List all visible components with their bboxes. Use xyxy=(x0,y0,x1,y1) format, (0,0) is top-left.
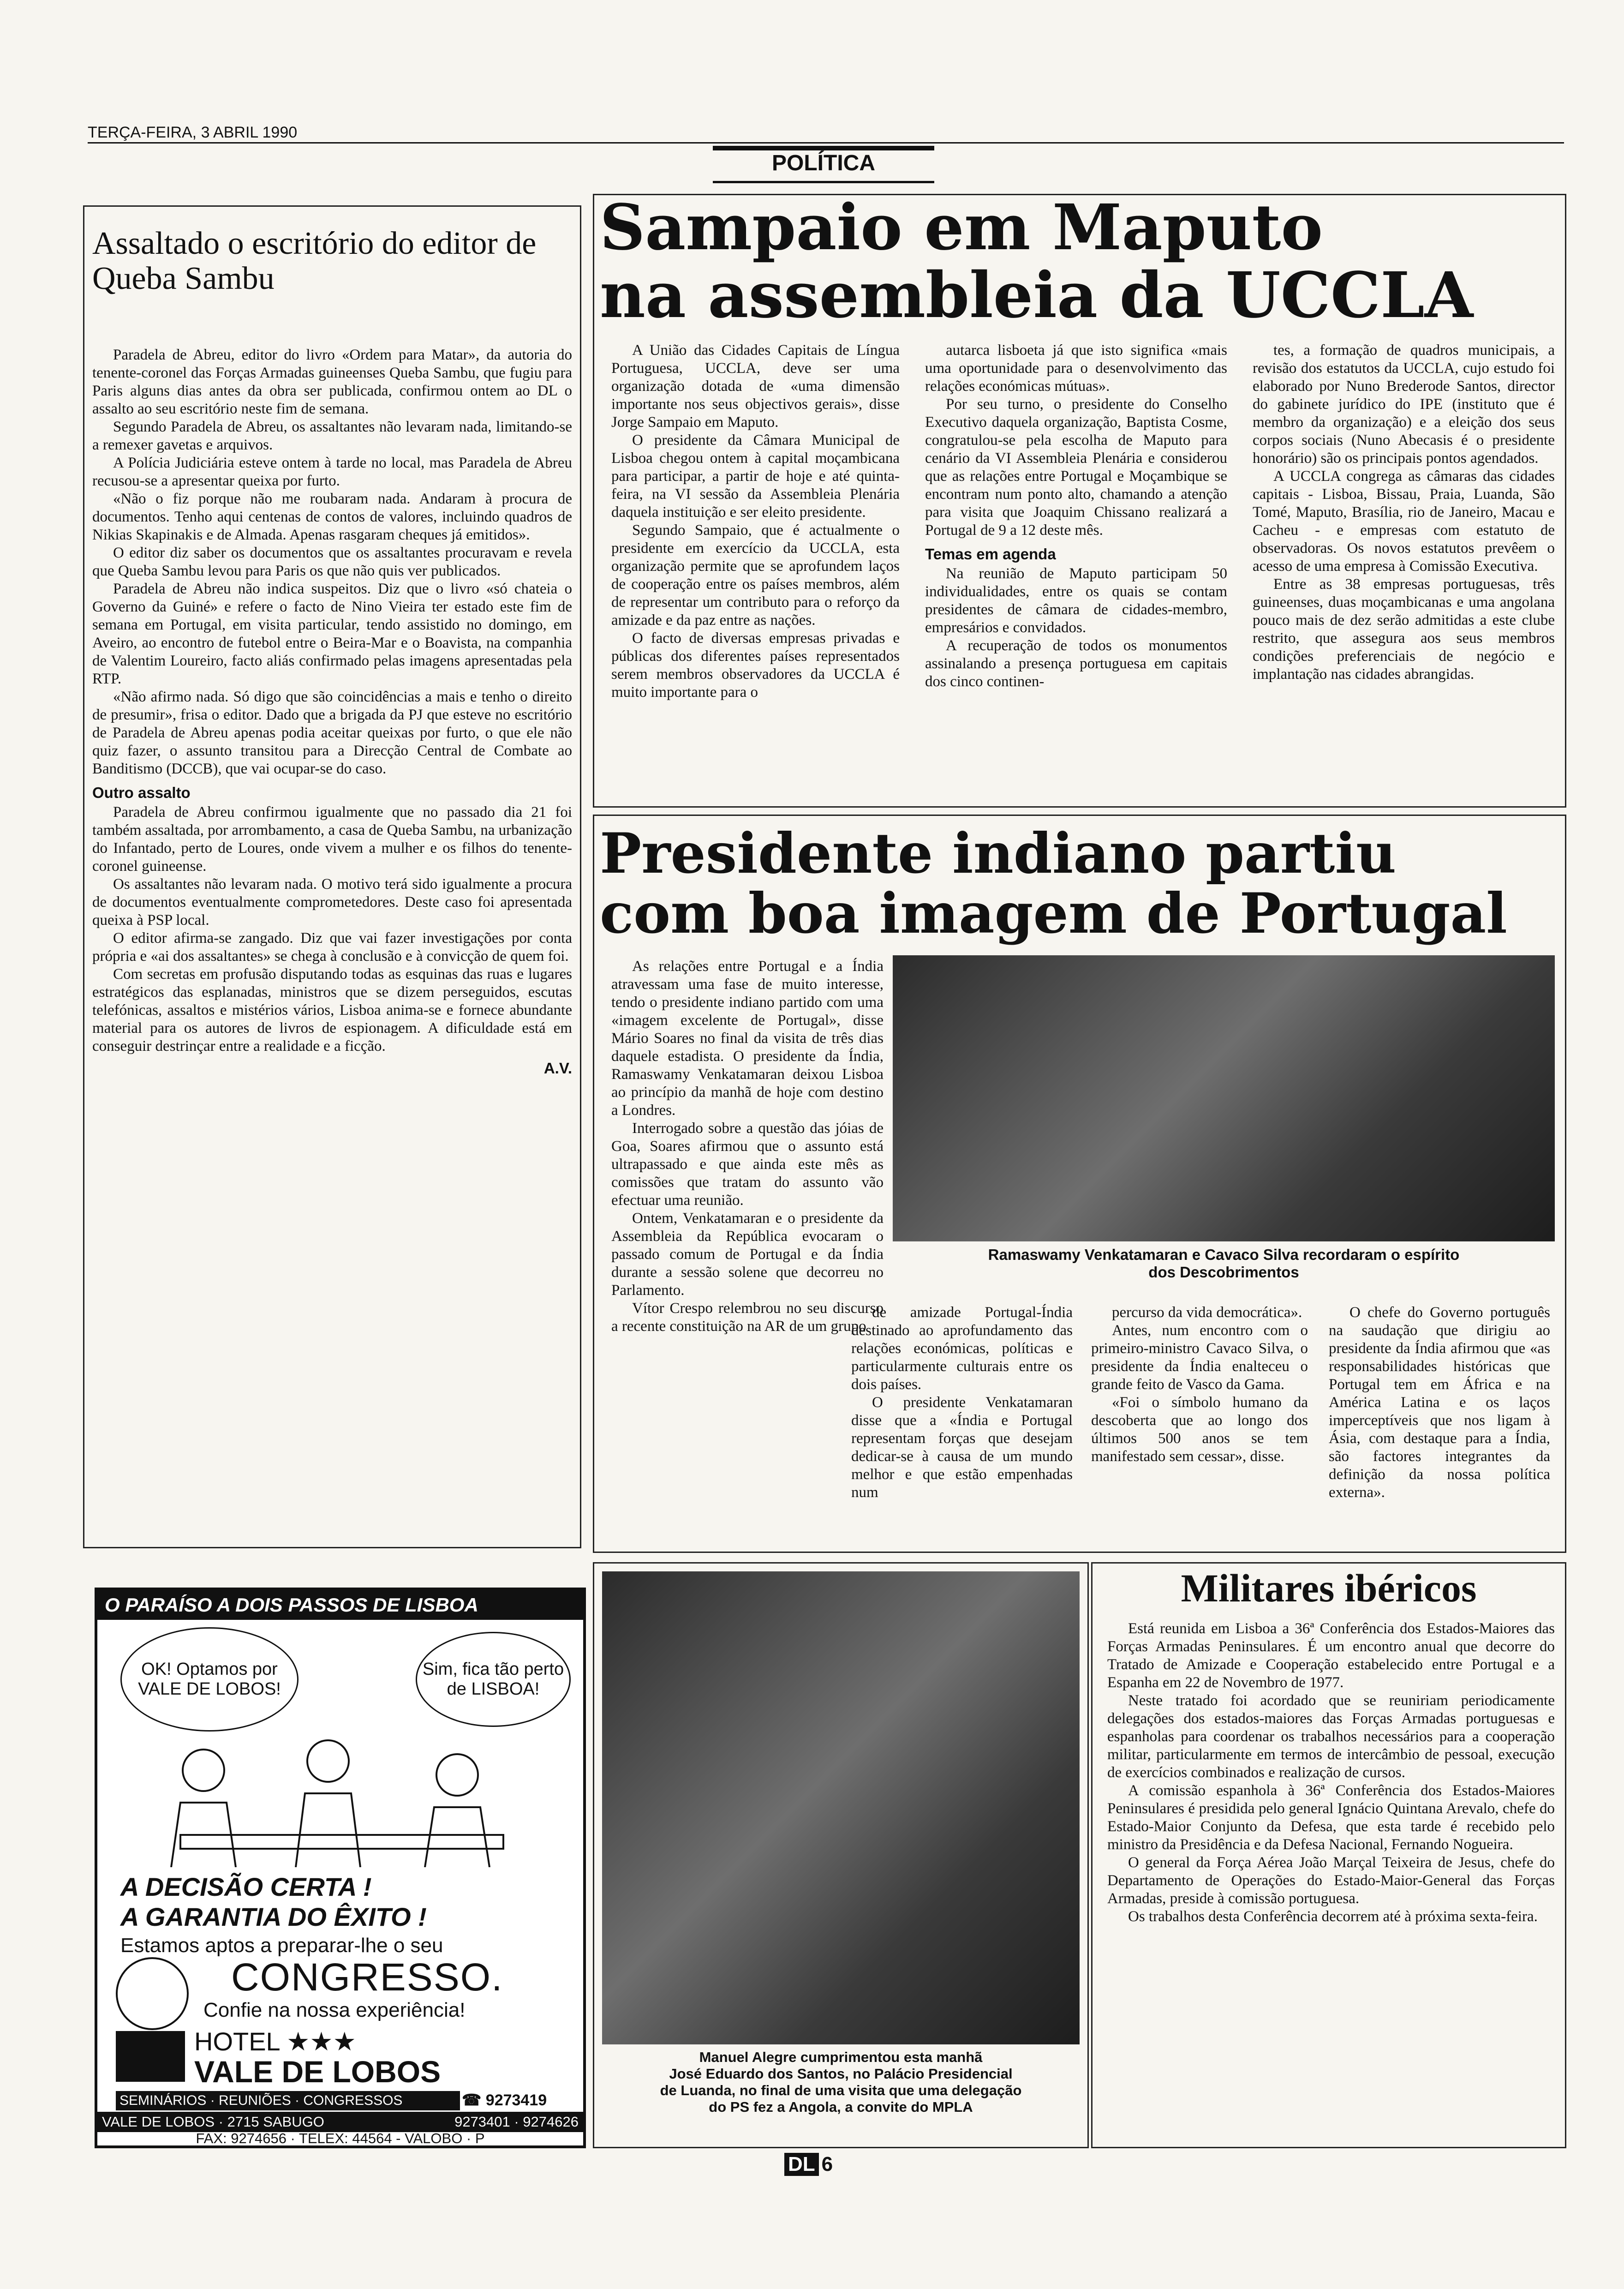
article-sampaio-col3 xyxy=(1253,342,1555,803)
paragraph: A União das Cidades Capitais de Língua Portuguesa, UCCLA, deve ser uma organização dotada de «uma dimensão importante nos seus objectivos gerais», disse Jorge Sampaio em Maputo. xyxy=(611,342,900,431)
ad-contact-bar xyxy=(97,2112,583,2132)
paragraph: percurso da vida democrática». xyxy=(1112,1304,1302,1321)
page-footer xyxy=(784,2153,833,2176)
paragraph: «Não afirmo nada. Só digo que são coincidências a mais e tenho o direito de presumir», frisa o editor. Dado que a brigada da PJ que esteve no escritório de Paradela de Abreu apenas podia aceitar queixas por furto, o que ele não quiz fazer, o assunto transitou para a Direcção Central de Combate ao Banditismo (DCCB), que vai ocupar-se do caso. xyxy=(92,689,572,777)
ad-slogan-2: A GARANTIA DO ÊXITO ! xyxy=(120,1902,427,1931)
caption-line: Ramaswamy Venkatamaran e Cavaco Silva recordaram o espírito xyxy=(988,1246,1460,1263)
title-line: com boa imagem de Portugal xyxy=(600,881,1507,946)
ad-hotel: HOTEL ★★★ xyxy=(194,2027,356,2056)
ad-congress: CONGRESSO. xyxy=(231,1955,503,1999)
ad-fax: FAX: 9274656 · TELEX: 44564 - VALOBO · P xyxy=(196,2130,485,2146)
ad-services: SEMINÁRIOS · REUNIÕES · CONGRESSOS xyxy=(116,2091,460,2110)
ad-speech-bubble-2: Sim, fica tão perto de LISBOA! xyxy=(416,1632,571,1727)
paragraph: tes, a formação de quadros municipais, a revisão dos estatutos da UCCLA, cujo estudo foi elaborado por Nuno Brederode Santos, director do gabinete jurídico do IPE (instituto que é membro da organização) e a eleição dos seus corpos sociais (Nuno Abecasis é o presidente honorário) são os principais pontos agendados. xyxy=(1253,342,1555,467)
photo-caption xyxy=(893,1246,1555,1281)
newspaper-logo: DL xyxy=(784,2153,819,2176)
photo-alegre-dos-santos xyxy=(602,1571,1080,2044)
ad-banner: O PARAÍSO A DOIS PASSOS DE LISBOA xyxy=(97,1590,583,1620)
paragraph: Os assaltantes não levaram nada. O motivo terá sido igualmente a procura de documentos eventualmente comprometedores. Deste caso foi apresentada queixa à PSP local. xyxy=(92,876,572,929)
section-bar xyxy=(713,146,934,150)
paragraph: A comissão espanhola à 36ª Conferência dos Estados-Maiores Peninsulares é presidida pelo general Ignácio Quintana Arevalo, chefe do Estado-Maior Conjunto da Defesa, que esta tarde é recebido pelo ministro da Presidência e da Defesa Nacional, Fernando Nogueira. xyxy=(1107,1782,1555,1853)
paragraph: Segundo Sampaio, que é actualmente o presidente em exercício da UCCLA, esta organização permite que se aprofundem laços de cooperação entre os países membros, além de representar um contributo para o reforço da amizade e da paz entre as nações. xyxy=(611,522,900,629)
ad-text-line: Estamos aptos a preparar-lhe o seu xyxy=(120,1934,443,1957)
ad-address: VALE DE LOBOS · 2715 SABUGO xyxy=(102,2114,324,2130)
article-sampaio-title xyxy=(600,191,1559,332)
paragraph: «Foi o símbolo humano da descoberta que ao longo dos últimos 500 anos se tem manifestado sem cessar», disse. xyxy=(1091,1394,1308,1465)
ad-phone-1: ☎ 9273419 xyxy=(462,2091,547,2109)
photo-venkatamaran-cavaco xyxy=(893,955,1555,1241)
paragraph: Paradela de Abreu confirmou igualmente que no passado dia 21 foi também assaltada, por arrombamento, a casa de Queba Sambu, na urbanização do Infantado, perto de Loures, onde vivem a mulher e os filhos do tenente-coronel guineense. xyxy=(92,804,572,875)
paragraph: «Não o fiz porque não me roubaram nada. Andaram à procura de documentos. Tenho aqui centenas de contos de valores, incluindo quadros de Nikias Skapinakis e de Almada. Apenas rasgaram cheques já emitidos». xyxy=(92,491,572,543)
paragraph: Com secretas em profusão disputando todas as esquinas das ruas e lugares estratégicos das esplanadas, ministros que se dizem perseguidos, escutas telefónicas, assaltos e mistérios vários, Lisboa anima-se e fornece abundante material para os autores de livros de espionagem. A dificuldade está em conseguir destrinçar entre a realidade e a ficção. xyxy=(92,966,572,1055)
caption-line: José Eduardo dos Santos, no Palácio Presidencial xyxy=(669,2066,1013,2082)
section-label: POLÍTICA xyxy=(772,151,875,175)
article-militares-body xyxy=(1107,1620,1555,2141)
paragraph: A recuperação de todos os monumentos assinalando a presença portuguesa em capitais dos cinco continen- xyxy=(925,637,1227,690)
ad-speech-bubble-1: OK! Optamos por VALE DE LOBOS! xyxy=(120,1627,299,1732)
paragraph: O presidente da Câmara Municipal de Lisboa chegou ontem à capital moçambicana para participar, a partir de hoje e até quinta-feira, na VI sessão da Assembleia Plenária daquela instituição e ser eleito presidente. xyxy=(611,432,900,521)
ad-illustration xyxy=(125,1733,559,1867)
article-india-col1 xyxy=(611,958,884,1548)
paragraph: O general da Força Aérea João Marçal Teixeira de Jesus, chefe do Departamento de Operações do Estado-Maior-General das Forças Armadas, preside à comissão portuguesa. xyxy=(1107,1854,1555,1907)
paragraph: Está reunida em Lisboa a 36ª Conferência dos Estados-Maiores das Forças Armadas Peninsulares. É um encontro anual que decorre do Tratado de Amizade e Cooperação estabelecido entre Portugal e a Espanha em 22 de Novembro de 1977. xyxy=(1107,1620,1555,1691)
section-underline xyxy=(713,181,934,183)
paragraph: O editor diz saber os documentos que os assaltantes procuravam e revela que Queba Sambu levou para Paris os que não quis ver publicados. xyxy=(92,545,572,579)
paragraph: Por seu turno, o presidente do Conselho Executivo daquela organização, Baptista Cosme, congratulou-se pela escolha de Maputo para cenário da VI Assembleia Plenária e considerou que as relações entre Portugal e Moçambique se encontram num ponto alto, chamando a atenção para visita que Joaquim Chissano realizará a Portugal de 9 a 12 deste mês. xyxy=(925,396,1227,539)
ad-vale-de-lobos xyxy=(95,1588,586,2148)
article-sampaio-col2 xyxy=(925,342,1227,803)
article-india-col2 xyxy=(851,1304,1073,1548)
paragraph: Os trabalhos desta Conferência decorrem até à próxima sexta-feira. xyxy=(1128,1908,1538,1925)
article-india-title xyxy=(600,821,1559,946)
article-sampaio-col1 xyxy=(611,342,900,803)
paragraph: de amizade Portugal-Índia destinado ao aprofundamento das relações económicas, políticas e particularmente culturais entre os dois países. xyxy=(851,1304,1073,1393)
page-date: TERÇA-FEIRA, 3 ABRIL 1990 xyxy=(88,124,298,141)
paragraph: Vítor Crespo relembrou no seu discurso a recente constituição na AR de um grupo xyxy=(611,1300,884,1335)
paragraph: O facto de diversas empresas privadas e públicas dos diferentes países representados serem membros observadores da UCCLA é muito importante para o xyxy=(611,630,900,701)
subheading: Temas em agenda xyxy=(925,545,1056,563)
paragraph: Segundo Paradela de Abreu, os assaltantes não levaram nada, limitando-se a remexer gavetas e arquivos. xyxy=(92,419,572,453)
ad-hotel-name: VALE DE LOBOS xyxy=(194,2055,441,2089)
paragraph: As relações entre Portugal e a Índia atravessam uma fase de muito interesse, tendo o presidente indiano partido com uma «imagem excelente de Portugal», disse Mário Soares no final da visita de três dias daquele estadista. O presidente da Índia, Ramaswamy Venkatamaran deixou Lisboa ao princípio da manhã de hoje com destino a Londres. xyxy=(611,958,884,1119)
crest-icon xyxy=(116,1957,189,2030)
paragraph: Interrogado sobre a questão das jóias de Goa, Soares afirmou que o assunto está ultrapassado e que ainda este mês as comissões que tratam do assunto vão efectuar uma reunião. xyxy=(611,1120,884,1209)
article-militares-title: Militares ibéricos xyxy=(1181,1566,1477,1610)
paragraph: O presidente Venkatamaran disse que a «Índia e Portugal representam forças que desejam dedicar-se à causa de um mundo melhor e que estão empenhadas num xyxy=(851,1394,1073,1501)
paragraph: autarca lisboeta já que isto significa «mais uma oportunidade para o desenvolvimento das relações económicas mútuas». xyxy=(925,342,1227,395)
page-number: 6 xyxy=(821,2153,833,2175)
caption-line: Manuel Alegre cumprimentou esta manhã xyxy=(699,2049,983,2065)
paragraph: O chefe do Governo português na saudação que dirigiu ao presidente da Índia afirmou que «as responsabilidades históricas que Portugal tem em África e na América Latina e os laços imperceptíveis que nos ligam à Ásia, com destaque para a Índia, são factores integrantes da definição da nossa política externa». xyxy=(1329,1304,1550,1501)
article-india-col4 xyxy=(1329,1304,1550,1548)
byline: A.V. xyxy=(543,1060,572,1077)
paragraph: Paradela de Abreu não indica suspeitos. Diz que o livro «só chateia o Governo da Guiné» e refere o facto de Nino Vieira ter estado este fim de semana em Portugal, em visita particular, tendo assistido no domingo, em Aveiro, ao encontro de futebol entre o Beira-Mar e o Boavista, na companhia de Valentim Loureiro, facto aliás confirmado pelas imagens apresentadas pela RTP. xyxy=(92,581,572,687)
paragraph: Antes, num encontro com o primeiro-ministro Cavaco Silva, o presidente da Índia enalteceu o grande feito de Vasco da Gama. xyxy=(1091,1322,1308,1393)
caption-line: de Luanda, no final de uma visita que uma delegação xyxy=(660,2082,1022,2098)
paragraph: A UCCLA congrega as câmaras das cidades capitais - Lisboa, Bissau, Praia, Luanda, São Tomé, Maputo, Brasília, rio de Janeiro, Macau e Cacheu - e empresas com estatuto de observadoras. Os novos estatutos prevêem o acesso de uma empresa à Comissão Executiva. xyxy=(1253,468,1555,575)
caption-line: do PS fez a Angola, a convite do MPLA xyxy=(709,2099,973,2115)
paragraph: Na reunião de Maputo participam 50 individualidades, entre os quais se contam presidentes de câmara de cidades-membro, empresários e convidados. xyxy=(925,565,1227,636)
horse-logo-icon xyxy=(116,2031,185,2082)
ad-slogan-1: A DECISÃO CERTA ! xyxy=(120,1872,372,1901)
paragraph: O editor afirma-se zangado. Diz que vai fazer investigações por conta própria e «ai dos assaltantes» se chega à conclusão e à convicção de quem foi. xyxy=(92,930,572,965)
paragraph: Neste tratado foi acordado que se reuniriam periodicamente delegações dos estados-maiores das Forças Armadas portuguesas e espanholas para coordenar os trabalhos necessários para a cooperação militar, particularmente em termos de intercâmbio de pessoal, execução de exercícios combinados e realização de cursos. xyxy=(1107,1692,1555,1781)
article-india-col3 xyxy=(1091,1304,1308,1548)
title-line: Sampaio em Maputo xyxy=(600,191,1323,264)
title-line: Presidente indiano partiu xyxy=(600,821,1397,886)
paragraph: Ontem, Venkatamaran e o presidente da Assembleia da República evocaram o passado comum de Portugal e da Índia durante a sessão solene que decorreu no Parlamento. xyxy=(611,1210,884,1299)
ad-phone-2: 9273401 · 9274626 xyxy=(454,2114,579,2130)
ad-text-line: Confie na nossa experiência! xyxy=(203,1999,466,2021)
subheading: Outro assalto xyxy=(92,784,191,801)
paragraph: Entre as 38 empresas portuguesas, três guineenses, duas moçambicanas e uma angolana pouco mais de dez serão admitidas a este clube restrito, que assegura aos seus membros condições preferenciais de negócio e implantação nas cidades abrangidas. xyxy=(1253,576,1555,683)
caption-line: dos Descobrimentos xyxy=(1148,1264,1299,1281)
title-line: na assembleia da UCCLA xyxy=(600,258,1474,332)
article-assalto-body xyxy=(92,346,572,1532)
photo2-caption xyxy=(602,2049,1080,2115)
paragraph: Paradela de Abreu, editor do livro «Ordem para Matar», da autoria do tenente-coronel das Forças Armadas guineenses Queba Sambu, que fugiu para Paris alguns dias antes da obra ser publicada, confirmou ontem ao DL o assalto ao seu escritório neste fim de semana. xyxy=(92,347,572,417)
article-assalto-title: Assaltado o escritório do editor de Queba Sambu xyxy=(92,226,537,296)
paragraph: A Polícia Judiciária esteve ontem à tarde no local, mas Paradela de Abreu recusou-se a apresentar queixa por furto. xyxy=(92,455,572,489)
header-rule xyxy=(88,142,1564,144)
